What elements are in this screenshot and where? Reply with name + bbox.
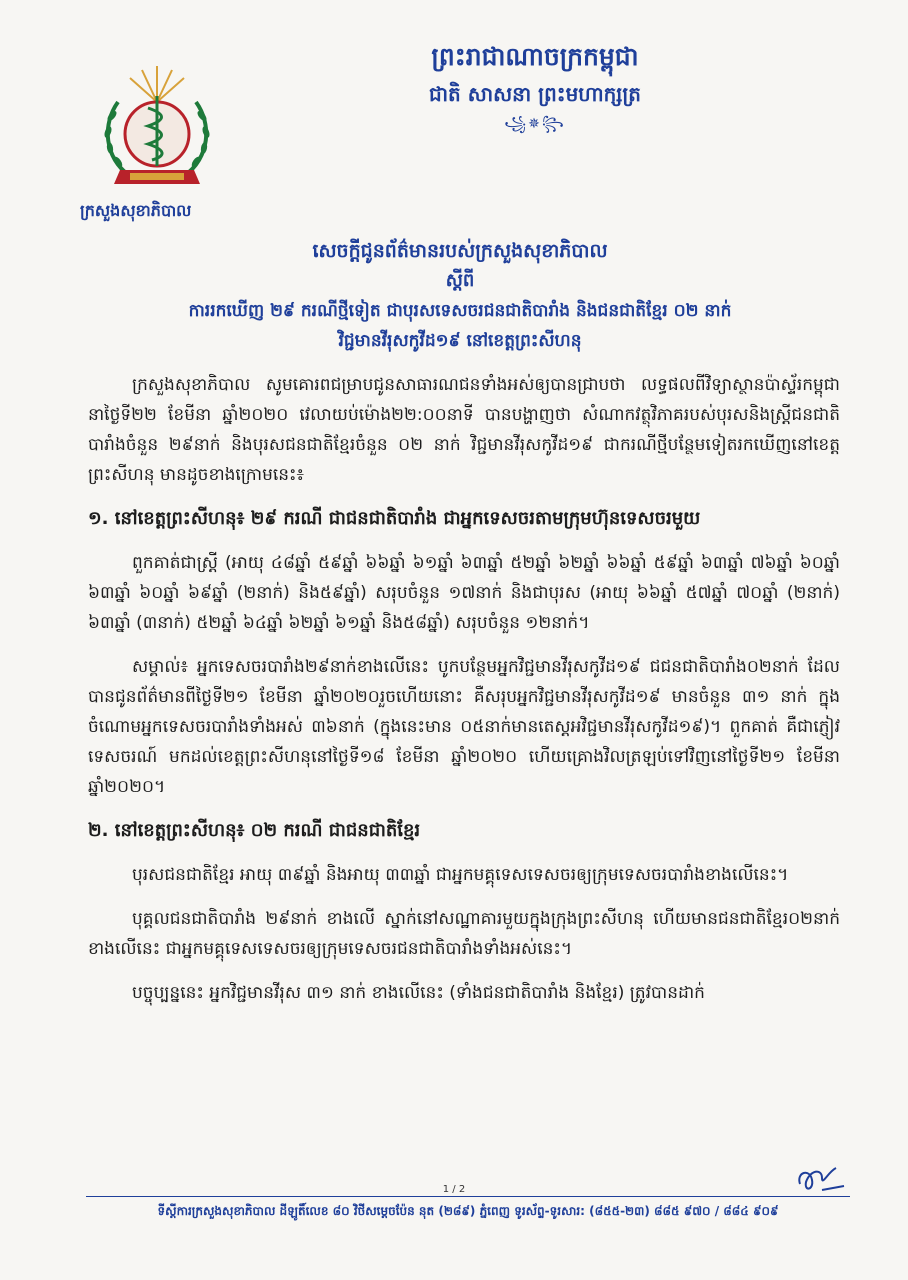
section-2-heading: ២. នៅខេត្តព្រះសីហនុ៖ ០២ ករណី ជាជនជាតិខ្មែរ bbox=[88, 820, 421, 841]
ministry-name: ក្រសួងសុខាភិបាល bbox=[80, 201, 192, 220]
intro-paragraph: ក្រសួងសុខាភិបាល សូមគោរពជម្រាបជូនសាធារណជនទាំងអស់ឲ្យបានជ្រាបថា លទ្ធផលពីវិទ្យាស្ថានប៉ាស្ទ័រកម្ពុជា នាថ្ងៃទី២២ ខែមីនា ឆ្នាំ២០២០ វេលាយប់ម៉ោង២២:០០នាទី បានបង្ហាញថា សំណាកវត្ថុវិភាគរបស់បុរសនិងស្ត្រីជនជាតិបារាំងចំនួន ២៩នាក់ និងបុរសជនជាតិខ្មែរចំនួន ០២ នាក់ វិជ្ជមានវីរុសកូវីដ១៩ ជាករណីថ្មីបន្ថែមទៀតរកឃើញនៅខេត្តព្រះសីហនុ មានដូចខាងក្រោមនេះ៖ bbox=[88, 375, 840, 485]
section-1-heading: ១. នៅខេត្តព្រះសីហនុ៖ ២៩ ករណី ជាជនជាតិបារាំង ជាអ្នកទេសចរតាមក្រុមហ៊ុនទេសចរមួយ bbox=[88, 508, 701, 529]
page-number: 1 / 2 bbox=[442, 1184, 466, 1195]
title-line-3: ការរកឃើញ ២៩ ករណីថ្មីទៀត ជាបុរសទេសចរជនជាតិបារាំង និងជនជាតិខ្មែរ ០២ នាក់ bbox=[188, 301, 732, 321]
title-line-2: ស្តីពី bbox=[445, 270, 475, 291]
section-1-paragraph-2: សម្គាល់៖ អ្នកទេសចរបារាំង២៩នាក់ខាងលើនេះ បូកបន្ថែមអ្នកវិជ្ជមានវីរុសកូវីដ១៩ ជជនជាតិបារាំង០២នាក់ ដែលបានជូនព័ត៌មានពីថ្ងៃទី២១ ខែមីនា ឆ្នាំ២០២០រួចហើយនោះ គឺសរុបអ្នកវិជ្ជមានវីរុសកូវីដ១៩ មានចំនួន ៣១ នាក់ ក្នុងចំណោមអ្នកទេសចរបារាំងទាំងអស់ ៣៦នាក់ (ក្នុងនេះមាន ០៥នាក់មានតេស្តអវិជ្ជមានវីរុសកូវីដ១៩)។ ពួកគាត់ គឺជាភ្ញៀវទេសចរណ៍ មកដល់ខេត្តព្រះសីហនុនៅថ្ងៃទី១៨ ខែមីនា ឆ្នាំ២០២០ ហើយគ្រោងវិលត្រឡប់ទៅវិញនៅថ្ងៃទី២១ ខែមីនា ឆ្នាំ២០២០។ bbox=[88, 657, 840, 797]
ministry-emblem-icon bbox=[96, 62, 218, 194]
section-1-paragraph-1: ពួកគាត់ជាស្ត្រី (អាយុ ៤៨ឆ្នាំ ៥៩ឆ្នាំ ៦៦ឆ្នាំ ៦១ឆ្នាំ ៦៣ឆ្នាំ ៥២ឆ្នាំ ៦២ឆ្នាំ ៦៦ឆ្នាំ ៥៩ឆ្នាំ ៦៣ឆ្នាំ ៧៦ឆ្នាំ ៦០ឆ្នាំ ៦៣ឆ្នាំ ៦០ឆ្នាំ ៦៩ឆ្នាំ (២នាក់) និង៥៩ឆ្នាំ) សរុបចំនួន ១៧នាក់ និងជាបុរស (អាយុ ៦៦ឆ្នាំ ៥៧ឆ្នាំ ៧០ឆ្នាំ (២នាក់) ៦៣ឆ្នាំ (៣នាក់) ៥២ឆ្នាំ ៦៤ឆ្នាំ ៦២ឆ្នាំ ៦១ឆ្នាំ និង៥៨ឆ្នាំ) សរុបចំនួន ១២នាក់។ bbox=[88, 553, 840, 633]
footer-address: ទីស្តីការក្រសួងសុខាភិបាល ដីឡូតិ៍លេខ ៨០ វិថីសម្ដេចប៉ែន នុត (២៨៩) ភ្នំពេញ ទូរស័ព្ទ-ទូរសារ: (៨៥៥-២៣) ៨៨៥ ៩៧០ / ៨៨៤ ៩០៩ bbox=[157, 1204, 779, 1218]
national-motto: ជាតិ សាសនា ព្រះមហាក្សត្រ bbox=[429, 82, 641, 106]
footer-divider bbox=[86, 1196, 850, 1197]
title-line-1: សេចក្តីជូនព័ត៌មានរបស់ក្រសួងសុខាភិបាល bbox=[312, 240, 608, 262]
ornament-divider: ꧁✵꧂ bbox=[504, 116, 566, 132]
section-2-paragraph-2: បុគ្គលជនជាតិបារាំង ២៩នាក់ ខាងលើ ស្នាក់នៅសណ្ឋាគារមួយក្នុងក្រុងព្រះសីហនុ ហើយមានជនជាតិខ្មែរ០២នាក់ខាងលើនេះ ជាអ្នកមគ្គុទេសទេសចរឲ្យក្រុមទេសចរជនជាតិបារាំងទាំងអស់នេះ។ bbox=[88, 909, 840, 959]
section-2-paragraph-1: បុរសជនជាតិខ្មែរ អាយុ ៣៩ឆ្នាំ និងអាយុ ៣៣ឆ្នាំ ជាអ្នកមគ្គុទេសទេសចរឲ្យក្រុមទេសចរបារាំងខាងលើនេះ។ bbox=[132, 865, 789, 885]
kingdom-title: ព្រះរាជាណាចក្រកម្ពុជា bbox=[431, 42, 639, 71]
section-2-paragraph-3: បច្ចុប្បន្ននេះ អ្នកវិជ្ជមានវីរុស ៣១ នាក់ ខាងលើនេះ (ទាំងជនជាតិបារាំង និងខ្មែរ) ត្រូវបានដាក់ bbox=[132, 983, 705, 1003]
document-title bbox=[90, 236, 830, 356]
title-line-4: វិជ្ជមានវីរុសកូវីដ១៩ នៅខេត្តព្រះសីហនុ bbox=[338, 331, 582, 351]
document-body bbox=[88, 370, 840, 1022]
